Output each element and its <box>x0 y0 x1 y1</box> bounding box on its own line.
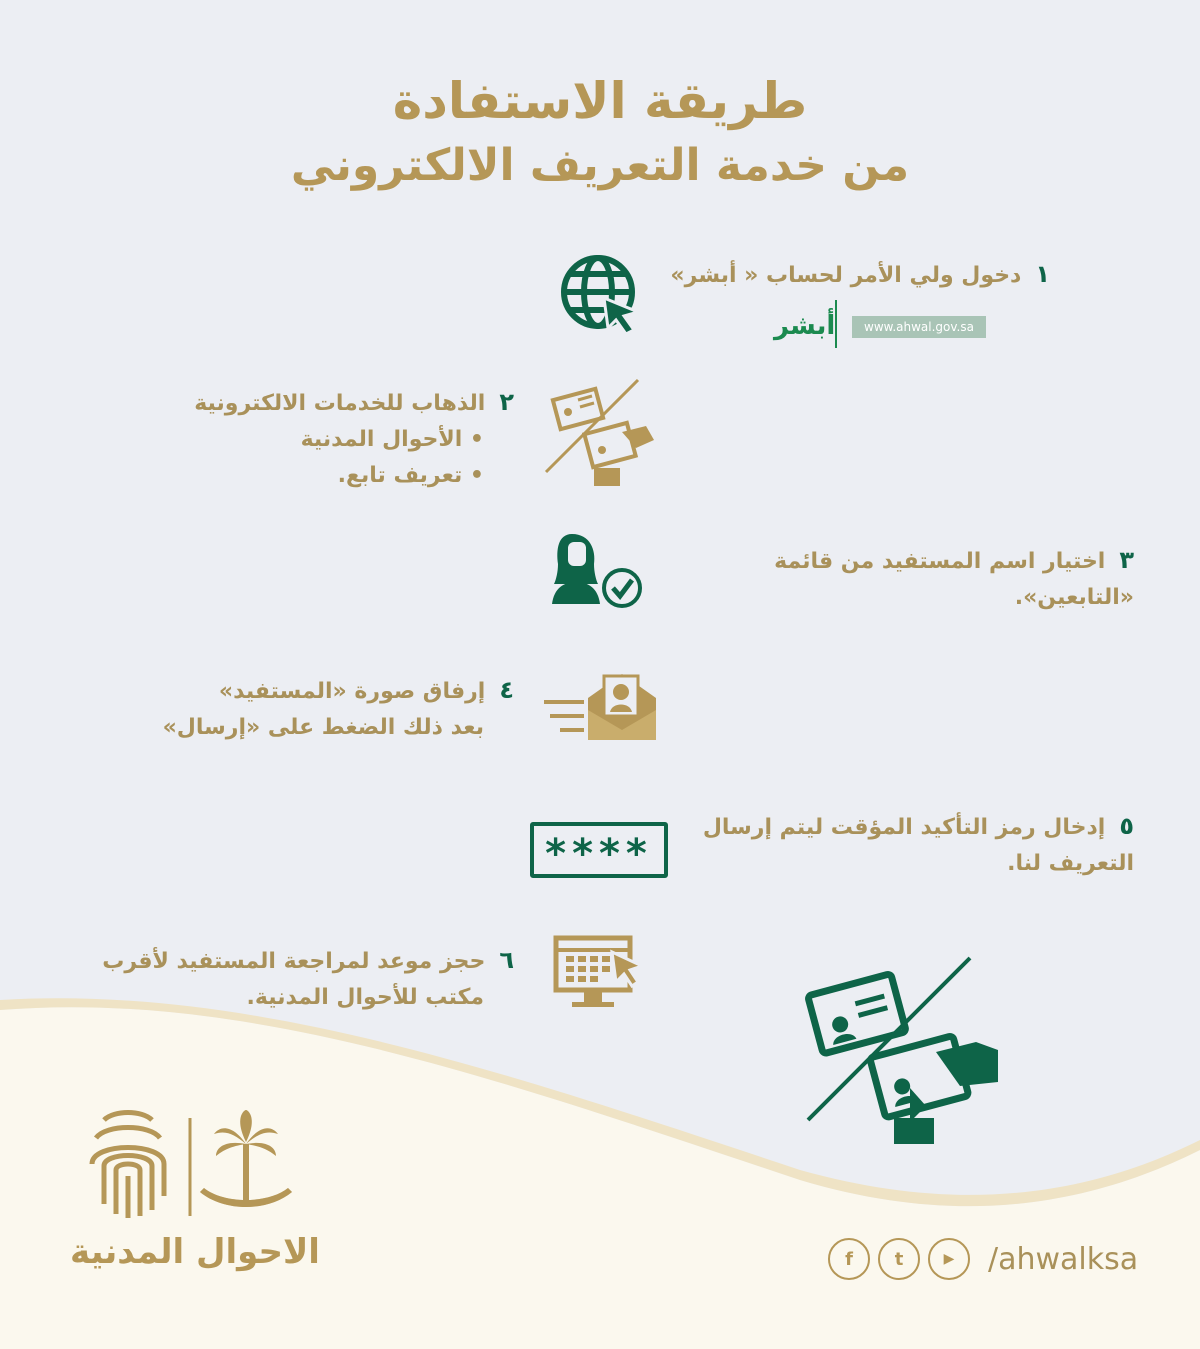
youtube-icon[interactable]: ▶ <box>928 1238 970 1280</box>
password-box-icon <box>530 822 668 878</box>
step-3 <box>664 542 1134 616</box>
facebook-icon[interactable]: f <box>828 1238 870 1280</box>
palm-swords-icon <box>200 1110 292 1207</box>
absher-logo: أبشر <box>774 311 836 341</box>
step-text: اختيار اسم المستفيد من قائمة «التابعين». <box>774 549 1134 610</box>
step-5 <box>684 808 1134 882</box>
step-text: بعد ذلك الضغط على «إرسال» <box>162 715 484 740</box>
step-text: الذهاب للخدمات الالكترونية <box>194 391 486 416</box>
step-number: ١ <box>1035 260 1050 288</box>
password-mask: **** <box>545 831 653 877</box>
calendar-monitor-icon <box>552 932 648 1012</box>
step-bullet: • الأحوال المدنية <box>300 427 484 452</box>
step-number: ٦ <box>499 946 514 974</box>
social-links <box>828 1236 1138 1282</box>
page-subtitle: من خدمة التعريف الالكتروني <box>290 140 910 191</box>
id-card-transfer-illustration <box>800 956 1000 1152</box>
social-handle[interactable]: /ahwalksa <box>988 1241 1139 1277</box>
user-check-icon <box>550 530 648 610</box>
step-6 <box>70 942 514 1016</box>
step-number: ٤ <box>499 676 514 704</box>
id-card-transfer-icon <box>542 376 660 492</box>
step-text: إدخال رمز التأكيد المؤقت ليتم إرسال <box>702 815 1106 840</box>
step-text: دخول ولي الأمر لحساب « أبشر» <box>670 263 1022 288</box>
step-number: ٢ <box>499 388 514 416</box>
brand-emblem <box>84 1104 304 1228</box>
step-text: مكتب للأحوال المدنية. <box>246 985 484 1010</box>
send-envelope-icon <box>540 668 660 742</box>
step-bullet: • تعريف تابع. <box>337 463 484 488</box>
website-tag: www.ahwal.gov.sa <box>852 316 986 338</box>
step-text: إرفاق صورة «المستفيد» <box>218 679 486 704</box>
absher-divider <box>835 300 837 348</box>
step-4 <box>94 672 514 746</box>
step-number: ٥ <box>1119 812 1134 840</box>
step-2 <box>94 384 514 494</box>
twitter-icon[interactable]: t <box>878 1238 920 1280</box>
globe-cursor-icon <box>558 252 644 338</box>
fingerprint-icon <box>92 1113 164 1219</box>
step-text: حجز موعد لمراجعة المستفيد لأقرب <box>102 949 486 974</box>
brand-name: الاحوال المدنية <box>70 1232 320 1272</box>
page-title: طريقة الاستفادة <box>392 72 808 130</box>
step-number: ٣ <box>1119 546 1134 574</box>
step-text: التعريف لنا. <box>1007 851 1134 876</box>
